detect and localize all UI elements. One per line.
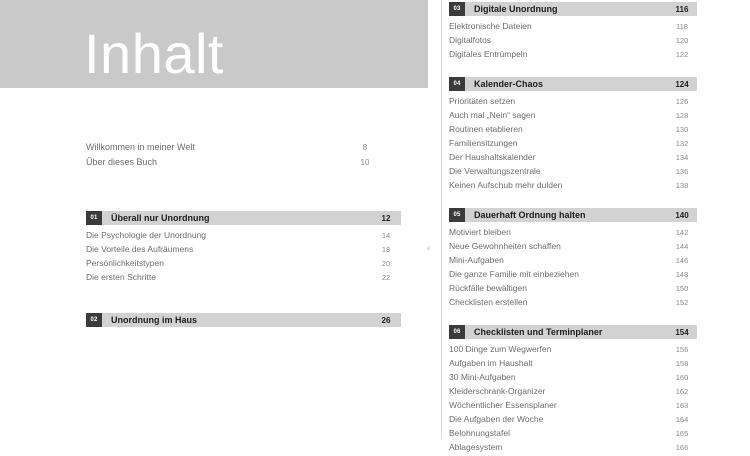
chapter-title: Checklisten und Terminplaner xyxy=(474,327,603,337)
chapter-entry-row[interactable] xyxy=(449,166,697,180)
chapter-entry-page-number: 14 xyxy=(381,231,391,240)
front-matter-page-number: 10 xyxy=(360,158,370,167)
chapter-entry-row[interactable] xyxy=(86,272,401,286)
chapter-entry-row[interactable] xyxy=(449,428,697,442)
chapter-block xyxy=(86,313,401,327)
chapter-entry-page-number: 132 xyxy=(675,139,689,148)
front-matter-label: Über dieses Buch xyxy=(86,157,158,167)
chapter-entry-row[interactable] xyxy=(449,344,697,358)
chapter-entry-row[interactable] xyxy=(449,49,697,63)
chapter-title: Kalender-Chaos xyxy=(474,79,544,89)
chapter-entry-row[interactable] xyxy=(86,258,401,272)
front-matter-page-number: 8 xyxy=(362,143,368,152)
right-chapter-list xyxy=(449,2,697,456)
chapter-entry-label: Digitales Entrümpeln xyxy=(449,49,528,59)
chapter-entry-page-number: 152 xyxy=(675,298,689,307)
chapter-entry-label: Elektronische Dateien xyxy=(449,21,532,31)
chapter-block xyxy=(449,208,697,311)
chapter-entry-label: Persönlichkeitstypen xyxy=(86,258,164,268)
left-chapter-list xyxy=(86,211,401,327)
chapter-entry-row[interactable] xyxy=(449,124,697,138)
chapter-entry-page-number: 164 xyxy=(675,415,689,424)
chapter-entry-page-number: 128 xyxy=(675,111,689,120)
chapter-entry-page-number: 130 xyxy=(675,125,689,134)
chapter-entry-label: Keinen Aufschub mehr dulden xyxy=(449,180,563,190)
chapter-entry-label: Digitalfotos xyxy=(449,35,492,45)
chapter-entry-row[interactable] xyxy=(86,244,401,258)
chapter-entry-page-number: 156 xyxy=(675,345,689,354)
chapter-entry-page-number: 148 xyxy=(675,270,689,279)
chapter-entry-label: Neue Gewohnheiten schaffen xyxy=(449,241,561,251)
chapter-entry-row[interactable] xyxy=(449,227,697,241)
front-matter-list xyxy=(86,142,380,172)
chapter-entry-row[interactable] xyxy=(449,255,697,269)
chapter-entry-label: Checklisten erstellen xyxy=(449,297,528,307)
chapter-block xyxy=(449,77,697,194)
chapter-entry-label: Die ganze Familie mit einbeziehen xyxy=(449,269,579,279)
chapter-entry-label: Wöchentlicher Essensplaner xyxy=(449,400,557,410)
chapter-header[interactable] xyxy=(449,208,697,222)
chapter-entry-page-number: 20 xyxy=(381,259,391,268)
front-matter-row[interactable] xyxy=(86,157,380,172)
chapter-entry-list xyxy=(449,339,697,456)
chapter-entry-page-number: 142 xyxy=(675,228,689,237)
chapter-header[interactable] xyxy=(86,313,401,327)
chapter-entry-label: Die Psychologie der Unordnung xyxy=(86,230,207,240)
chapter-entry-list xyxy=(449,222,697,311)
chapter-entry-page-number: 118 xyxy=(676,22,688,31)
chapter-entry-page-number: 22 xyxy=(381,273,391,282)
chapter-entry-page-number: 18 xyxy=(381,245,391,254)
chapter-title: Digitale Unordnung xyxy=(474,4,558,14)
chapter-entry-label: Kleiderschrank-Organizer xyxy=(449,386,546,396)
right-page xyxy=(441,0,750,452)
chapter-entry-row[interactable] xyxy=(449,297,697,311)
chapter-entry-page-number: 126 xyxy=(675,97,689,106)
chapter-block xyxy=(449,2,697,63)
chapter-entry-page-number: 166 xyxy=(675,443,689,452)
chapter-entry-label: Familiensitzungen xyxy=(449,138,518,148)
chapter-entry-page-number: 120 xyxy=(675,36,689,45)
chapter-entry-row[interactable] xyxy=(86,230,401,244)
chapter-entry-page-number: 162 xyxy=(675,387,689,396)
chapter-entry-list xyxy=(449,16,697,63)
chapter-number-badge: 03 xyxy=(449,2,465,16)
chapter-title: Dauerhaft Ordnung halten xyxy=(474,210,586,220)
chapter-entry-page-number: 136 xyxy=(675,167,689,176)
chapter-block xyxy=(86,211,401,286)
chapter-entry-row[interactable] xyxy=(449,35,697,49)
front-matter-label: Willkommen in meiner Welt xyxy=(86,142,195,152)
chapter-header[interactable] xyxy=(86,211,401,225)
chapter-entry-page-number: 160 xyxy=(675,373,689,382)
chapter-page-number: 12 xyxy=(381,213,391,223)
chapter-entry-page-number: 165 xyxy=(675,429,689,438)
chapter-entry-label: Die Aufgaben der Woche xyxy=(449,414,544,424)
chapter-entry-row[interactable] xyxy=(449,269,697,283)
chapter-entry-label: Motiviert bleiben xyxy=(449,227,511,237)
chapter-entry-label: Rückfälle bewältigen xyxy=(449,283,527,293)
chapter-page-number: 154 xyxy=(675,327,689,337)
title-band xyxy=(0,0,428,88)
chapter-entry-row[interactable] xyxy=(449,110,697,124)
chapter-entry-label: Die ersten Schritte xyxy=(86,272,156,282)
chapter-entry-row[interactable] xyxy=(449,21,697,35)
chapter-entry-label: Der Haushaltskalender xyxy=(449,152,536,162)
page-title: Inhalt xyxy=(84,22,224,85)
chapter-number-badge: 05 xyxy=(449,208,465,222)
chapter-entry-row[interactable] xyxy=(449,400,697,414)
chapter-entry-label: Die Vorteile des Aufräumens xyxy=(86,244,194,254)
chapter-entry-row[interactable] xyxy=(449,138,697,152)
chapter-entry-label: Auch mal „Nein“ sagen xyxy=(449,110,536,120)
chapter-entry-page-number: 163 xyxy=(675,401,689,410)
chapter-header[interactable] xyxy=(449,325,697,339)
chapter-entry-label: 30 Mini-Aufgaben xyxy=(449,372,516,382)
chapter-page-number: 116 xyxy=(675,4,689,14)
chapter-entry-row[interactable] xyxy=(449,96,697,110)
front-matter-row[interactable] xyxy=(86,142,380,157)
chapter-number-badge: 04 xyxy=(449,77,465,91)
chapter-page-number: 140 xyxy=(675,210,689,220)
chapter-number-badge: 06 xyxy=(449,325,465,339)
chapter-title: Unordnung im Haus xyxy=(111,315,197,325)
chapter-entry-label: Ablagesystem xyxy=(449,442,503,452)
chapter-entry-label: Routinen etablieren xyxy=(449,124,523,134)
chapter-entry-row[interactable] xyxy=(449,241,697,255)
chapter-entry-page-number: 122 xyxy=(675,50,689,59)
chapter-title: Überall nur Unordnung xyxy=(111,213,210,223)
chapter-entry-label: Die Verwaltungszentrale xyxy=(449,166,541,176)
chapter-entry-label: Aufgaben im Haushalt xyxy=(449,358,533,368)
chapter-number-badge: 01 xyxy=(86,211,102,225)
chapter-entry-row[interactable] xyxy=(449,152,697,166)
chapter-entry-row[interactable] xyxy=(449,386,697,400)
chapter-number-badge: 02 xyxy=(86,313,102,327)
chapter-entry-row[interactable] xyxy=(449,180,697,194)
chapter-page-number: 124 xyxy=(675,79,689,89)
chapter-entry-list xyxy=(86,225,401,286)
chapter-entry-page-number: 138 xyxy=(675,181,689,190)
chapter-entry-page-number: 158 xyxy=(675,359,689,368)
chapter-header[interactable] xyxy=(449,2,697,16)
chapter-entry-row[interactable] xyxy=(449,358,697,372)
chapter-header[interactable] xyxy=(449,77,697,91)
gutter-mark: e xyxy=(427,246,431,252)
chapter-page-number: 26 xyxy=(381,315,391,325)
chapter-entry-page-number: 150 xyxy=(675,284,689,293)
chapter-entry-list xyxy=(449,91,697,194)
chapter-entry-label: Mini-Aufgaben xyxy=(449,255,504,265)
chapter-entry-row[interactable] xyxy=(449,283,697,297)
chapter-entry-row[interactable] xyxy=(449,414,697,428)
chapter-entry-page-number: 144 xyxy=(675,242,689,251)
chapter-entry-page-number: 134 xyxy=(675,153,689,162)
chapter-entry-label: 100 Dinge zum Wegwerfen xyxy=(449,344,552,354)
chapter-entry-row[interactable] xyxy=(449,442,697,456)
chapter-entry-page-number: 146 xyxy=(675,256,689,265)
chapter-entry-label: Prioritäten setzen xyxy=(449,96,516,106)
chapter-entry-label: Belohnungstafel xyxy=(449,428,510,438)
chapter-block xyxy=(449,325,697,456)
chapter-entry-row[interactable] xyxy=(449,372,697,386)
